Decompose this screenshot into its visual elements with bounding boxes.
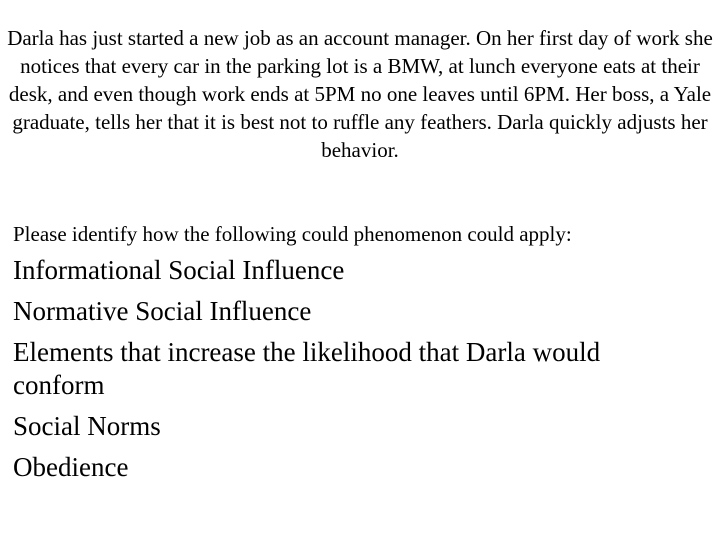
scenario-paragraph: Darla has just started a new job as an account manager. On her first day of work she notices that every car in the parking lot is a BMW, at lunch everyone eats at their desk, and even though work ends at 5PM no one leaves until 6PM. Her boss, a Yale graduate, tells her that it is best not to ruffle any feathers. Darla quickly adjusts her behavior. bbox=[7, 26, 713, 162]
concept-item: Obedience bbox=[13, 452, 129, 482]
concept-item: Elements that increase the likelihood that Darla would conform bbox=[13, 337, 601, 400]
concept-item: Informational Social Influence bbox=[13, 255, 345, 285]
concept-list bbox=[13, 254, 653, 492]
concept-item: Social Norms bbox=[13, 411, 161, 441]
concept-item: Normative Social Influence bbox=[13, 296, 312, 326]
instruction-prompt: Please identify how the following could phenomenon could apply: bbox=[13, 222, 572, 246]
